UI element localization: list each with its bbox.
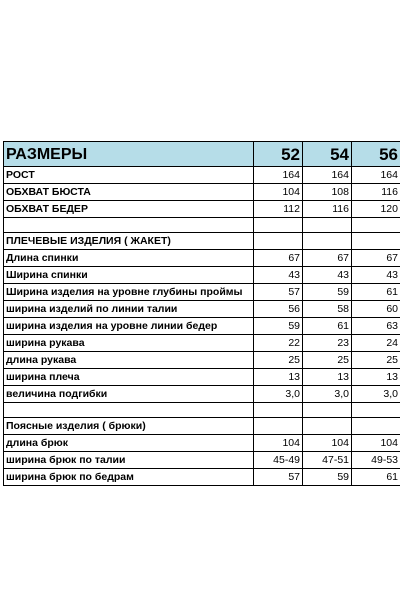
- row-label: ширина изделия на уровне линии бедер: [4, 318, 254, 335]
- value-cell: [254, 418, 303, 435]
- value-cell: 45-49: [254, 452, 303, 469]
- value-cell: 112: [254, 201, 303, 218]
- empty-cell: [4, 403, 254, 418]
- header-size-56: 56: [352, 142, 400, 167]
- value-cell: 13: [352, 369, 400, 386]
- table-row: [4, 452, 400, 469]
- value-cell: 49-53: [352, 452, 400, 469]
- table-row: [4, 301, 400, 318]
- value-cell: 57: [254, 284, 303, 301]
- header-label: РАЗМЕРЫ: [4, 142, 254, 167]
- value-cell: 104: [254, 184, 303, 201]
- value-cell: 164: [352, 167, 400, 184]
- value-cell: 23: [303, 335, 352, 352]
- header-size-52: 52: [254, 142, 303, 167]
- value-cell: 57: [254, 469, 303, 486]
- value-cell: [352, 233, 400, 250]
- empty-cell: [303, 218, 352, 233]
- value-cell: 60: [352, 301, 400, 318]
- table-row: [4, 318, 400, 335]
- value-cell: 61: [352, 469, 400, 486]
- value-cell: 104: [303, 435, 352, 452]
- table-row: [4, 201, 400, 218]
- value-cell: 25: [254, 352, 303, 369]
- empty-cell: [352, 403, 400, 418]
- value-cell: [254, 233, 303, 250]
- value-cell: 43: [254, 267, 303, 284]
- table-row: [4, 267, 400, 284]
- empty-cell: [4, 218, 254, 233]
- row-label: ОБХВАТ БЮСТА: [4, 184, 254, 201]
- table-row: [4, 167, 400, 184]
- value-cell: 120: [352, 201, 400, 218]
- table-header-row: [4, 142, 400, 167]
- empty-cell: [254, 218, 303, 233]
- table-row: [4, 184, 400, 201]
- value-cell: 13: [303, 369, 352, 386]
- table-row: [4, 469, 400, 486]
- table-row: [4, 335, 400, 352]
- header-size-54: 54: [303, 142, 352, 167]
- row-label: величина подгибки: [4, 386, 254, 403]
- row-label: длина брюк: [4, 435, 254, 452]
- row-label: РОСТ: [4, 167, 254, 184]
- value-cell: [352, 418, 400, 435]
- value-cell: 25: [352, 352, 400, 369]
- row-label: ширина изделий по линии талии: [4, 301, 254, 318]
- value-cell: 63: [352, 318, 400, 335]
- value-cell: 58: [303, 301, 352, 318]
- value-cell: 116: [303, 201, 352, 218]
- value-cell: 67: [254, 250, 303, 267]
- row-label: ширина плеча: [4, 369, 254, 386]
- value-cell: 108: [303, 184, 352, 201]
- row-label: Ширина изделия на уровне глубины проймы: [4, 284, 254, 301]
- value-cell: [303, 233, 352, 250]
- value-cell: 25: [303, 352, 352, 369]
- value-cell: 24: [352, 335, 400, 352]
- value-cell: 104: [254, 435, 303, 452]
- value-cell: 56: [254, 301, 303, 318]
- row-label: Ширина спинки: [4, 267, 254, 284]
- value-cell: 59: [303, 469, 352, 486]
- table-row: [4, 284, 400, 301]
- row-label: ширина брюк по бедрам: [4, 469, 254, 486]
- table-row: [4, 352, 400, 369]
- value-cell: 164: [303, 167, 352, 184]
- empty-cell: [352, 218, 400, 233]
- empty-cell: [254, 403, 303, 418]
- size-table-body: [4, 142, 400, 486]
- table-row: [4, 386, 400, 403]
- table-row: [4, 369, 400, 386]
- value-cell: 43: [352, 267, 400, 284]
- spacer-row: [4, 218, 400, 233]
- value-cell: [303, 418, 352, 435]
- section-label: Поясные изделия ( брюки): [4, 418, 254, 435]
- spacer-row: [4, 403, 400, 418]
- row-label: Длина спинки: [4, 250, 254, 267]
- value-cell: 104: [352, 435, 400, 452]
- row-label: длина рукава: [4, 352, 254, 369]
- value-cell: 3,0: [303, 386, 352, 403]
- empty-cell: [303, 403, 352, 418]
- row-label: ширина брюк по талии: [4, 452, 254, 469]
- value-cell: 67: [303, 250, 352, 267]
- value-cell: 43: [303, 267, 352, 284]
- value-cell: 13: [254, 369, 303, 386]
- value-cell: 61: [352, 284, 400, 301]
- section-row: [4, 418, 400, 435]
- value-cell: 22: [254, 335, 303, 352]
- section-row: [4, 233, 400, 250]
- value-cell: 164: [254, 167, 303, 184]
- value-cell: 47-51: [303, 452, 352, 469]
- row-label: ОБХВАТ БЕДЕР: [4, 201, 254, 218]
- value-cell: 59: [303, 284, 352, 301]
- value-cell: 59: [254, 318, 303, 335]
- value-cell: 61: [303, 318, 352, 335]
- table-row: [4, 435, 400, 452]
- value-cell: 3,0: [254, 386, 303, 403]
- row-label: ширина рукава: [4, 335, 254, 352]
- size-table: [3, 141, 400, 486]
- value-cell: 3,0: [352, 386, 400, 403]
- value-cell: 116: [352, 184, 400, 201]
- section-label: ПЛЕЧЕВЫЕ ИЗДЕЛИЯ ( ЖАКЕТ): [4, 233, 254, 250]
- value-cell: 67: [352, 250, 400, 267]
- table-row: [4, 250, 400, 267]
